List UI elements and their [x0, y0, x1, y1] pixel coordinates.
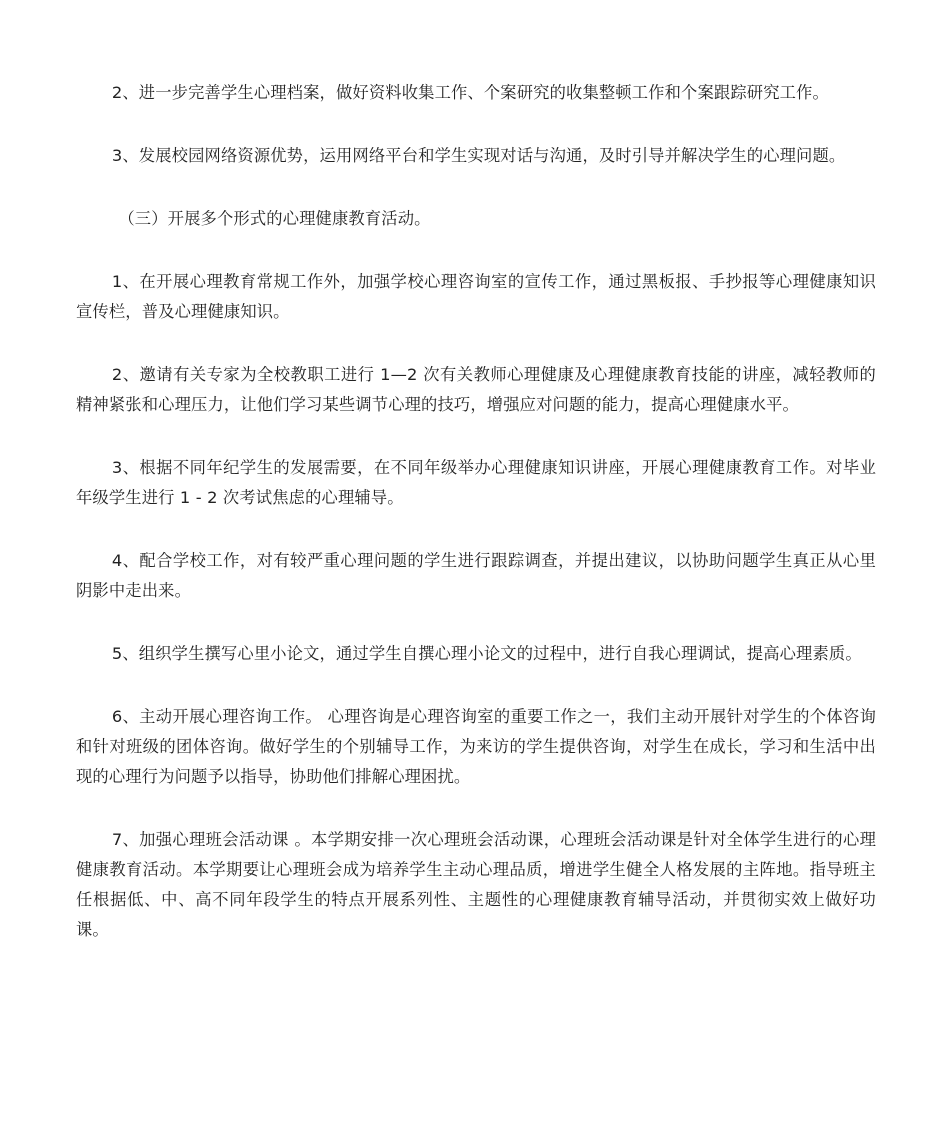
paragraph-expert-lecture: 2、邀请有关专家为全校教职工进行 1—2 次有关教师心理健康及心理健康教育技能的讲座，减轻教师的精神紧张和心理压力，让他们学习某些调节心理的技巧，增强应对问题的能力，提高心理健康水平。 [76, 365, 876, 414]
paragraph-class-meeting: 7、加强心理班会活动课 。本学期安排一次心理班会活动课，心理班会活动课是针对全体学生进行的心理健康教育活动。本学期要让心理班会成为培养学生主动心理品质，增进学生健全人格发展的主阵地。指导班主任根据低、中、高不同年段学生的特点开展系列性、主题性的心理健康教育辅导活动，并贯彻实效上做好功课。 [76, 830, 876, 939]
paragraph-grade-lectures: 3、根据不同年纪学生的发展需要，在不同年级举办心理健康知识讲座，开展心理健康教育工作。对毕业年级学生进行 1 - 2 次考试焦虑的心理辅导。 [76, 458, 876, 507]
paragraph-publicity: 1、在开展心理教育常规工作外，加强学校心理咨询室的宣传工作，通过黑板报、手抄报等心理健康知识宣传栏，普及心理健康知识。 [76, 272, 876, 321]
document-page [76, 78, 876, 978]
section-heading: （三）开展多个形式的心理健康教育活动。 [118, 209, 431, 228]
paragraph-essays: 5、组织学生撰写心里小论文，通过学生自撰心理小论文的过程中，进行自我心理调试，提高心理素质。 [111, 644, 862, 663]
paragraph-network: 3、发展校园网络资源优势，运用网络平台和学生实现对话与沟通，及时引导并解决学生的心理问题。 [111, 146, 846, 165]
paragraph-counseling: 6、主动开展心理咨询工作。 心理咨询是心理咨询室的重要工作之一，我们主动开展针对学生的个体咨询和针对班级的团体咨询。做好学生的个别辅导工作，为来访的学生提供咨询，对学生在成长，学习和生活中出现的心理行为问题予以指导，协助他们排解心理困扰。 [76, 707, 876, 786]
paragraph-archive: 2、进一步完善学生心理档案，做好资料收集工作、个案研究的收集整顿工作和个案跟踪研究工作。 [111, 83, 829, 102]
paragraph-follow-up: 4、配合学校工作，对有较严重心理问题的学生进行跟踪调查，并提出建议，以协助问题学生真正从心里阴影中走出来。 [76, 551, 876, 600]
